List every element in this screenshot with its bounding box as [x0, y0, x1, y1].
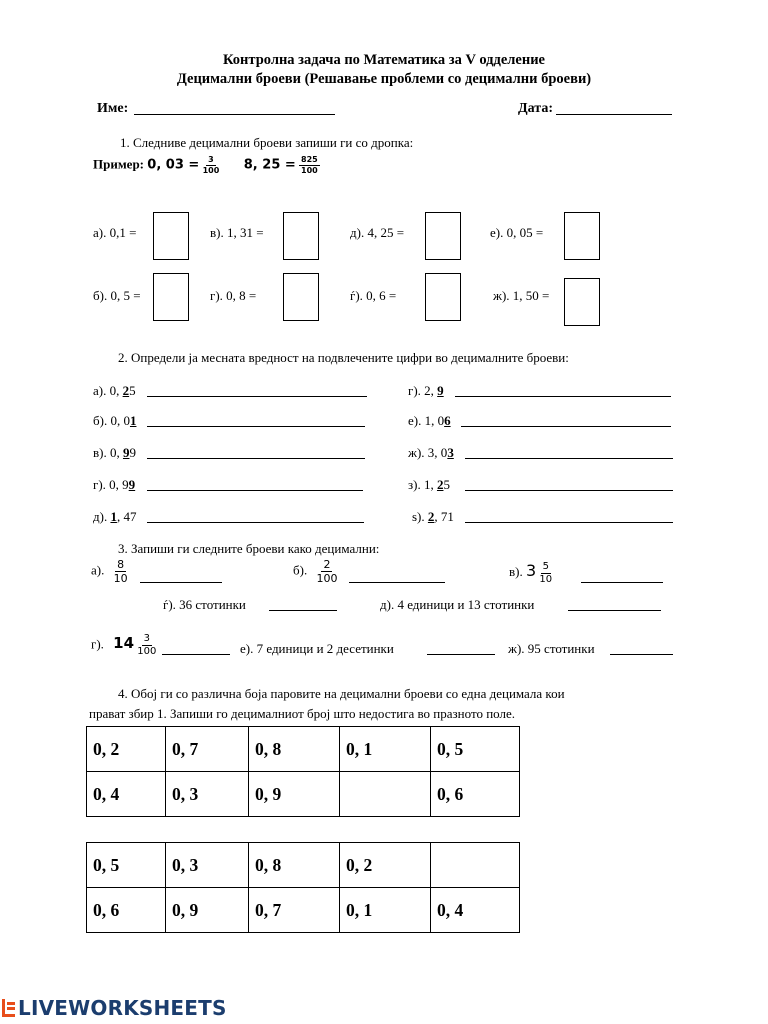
answer-box-a[interactable] — [153, 212, 189, 260]
task3-answer-gj[interactable] — [269, 610, 337, 611]
task2-answer-v[interactable] — [147, 458, 365, 459]
task3-item-d: д). 4 единици и 13 стотинки — [380, 597, 535, 612]
task3-answer-g[interactable] — [162, 654, 230, 655]
task2-answer-zh[interactable] — [465, 458, 673, 459]
answer-box-e[interactable] — [564, 212, 600, 260]
table2-cell[interactable]: 0, 8 — [249, 843, 340, 888]
table2-cell[interactable]: 0, 9 — [166, 888, 249, 933]
task2-answer-g2[interactable] — [147, 490, 363, 491]
task2-item-z: з). 1, 25 — [408, 477, 450, 492]
table1-empty-cell[interactable] — [340, 772, 431, 817]
task1-item-a: а). 0,1 = — [93, 225, 137, 240]
table2-cell[interactable]: 0, 4 — [431, 888, 520, 933]
table1-cell[interactable]: 0, 7 — [166, 727, 249, 772]
task3-g-fraction: $\frac{3}{100}$ — [137, 633, 157, 657]
task2-item-b: б). 0, 01 — [93, 413, 137, 428]
task3-item-g: г). 14 $\frac{3}{100}$ — [91, 633, 157, 657]
task1-item-g: г). 0, 8 = — [210, 288, 257, 303]
task2-answer-e[interactable] — [461, 426, 671, 427]
pairs-table-2 — [86, 842, 520, 933]
table1-cell[interactable]: 0, 5 — [431, 727, 520, 772]
table1-cell[interactable]: 0, 3 — [166, 772, 249, 817]
task1-item-gj: ѓ). 0, 6 = — [350, 288, 397, 303]
task2-item-dz: ѕ). 2, 71 — [412, 509, 454, 524]
task2-item-a: а). 0, 25 — [93, 383, 136, 398]
task3-item-zh: ж). 95 стотинки — [508, 641, 595, 656]
task3-b-fraction: $\frac{2}{100}$ — [316, 558, 338, 585]
task4-instruction-1: 4. Обој ги со различна боја паровите на децимални броеви со една децимала кои — [118, 686, 565, 701]
title-line-1: Контролна задача по Математика за V одделение — [223, 52, 545, 68]
task2-answer-b[interactable] — [147, 426, 365, 427]
task3-item-gj: ѓ). 36 стотинки — [163, 597, 246, 612]
task2-item-e: е). 1, 06 — [408, 413, 451, 428]
task1-item-e: е). 0, 05 = — [490, 225, 544, 240]
task1-item-v: в). 1, 31 = — [210, 225, 264, 240]
task2-answer-dz[interactable] — [465, 522, 673, 523]
date-label: Дата: — [518, 101, 553, 116]
task2-answer-g[interactable] — [455, 396, 671, 397]
answer-box-b[interactable] — [153, 273, 189, 321]
answer-box-g[interactable] — [283, 273, 319, 321]
table2-cell[interactable]: 0, 7 — [249, 888, 340, 933]
task3-v-fraction: $\frac{5}{10}$ — [539, 560, 553, 585]
task2-item-zh: ж). 3, 03 — [408, 445, 454, 460]
table1-cell[interactable]: 0, 6 — [431, 772, 520, 817]
name-label: Име: — [97, 101, 129, 116]
table2-cell[interactable]: 0, 5 — [87, 843, 166, 888]
task1-instruction: 1. Следниве децимални броеви запиши ги со дропка: — [120, 135, 414, 150]
table2-cell[interactable]: 0, 6 — [87, 888, 166, 933]
task2-answer-a[interactable] — [147, 396, 367, 397]
table1-cell[interactable]: 0, 4 — [87, 772, 166, 817]
liveworksheets-logo-icon — [2, 999, 16, 1017]
task3-answer-d[interactable] — [568, 610, 661, 611]
table1-cell[interactable]: 0, 9 — [249, 772, 340, 817]
example-2-fraction: $\frac{825}{100}$ — [301, 155, 318, 175]
task2-item-g2: г). 0, 99 — [93, 477, 136, 492]
table2-empty-cell[interactable] — [431, 843, 520, 888]
task2-instruction: 2. Определи ја месната вредност на подвлечените цифри во децималните броеви: — [118, 350, 569, 365]
task3-item-e: е). 7 единици и 2 десетинки — [240, 641, 394, 656]
title-line-2: Децимални броеви (Решавање проблеми со децимални броеви) — [176, 71, 592, 87]
date-input-line[interactable] — [556, 114, 672, 115]
table2-cell[interactable]: 0, 1 — [340, 888, 431, 933]
example-label: Пример: — [93, 156, 145, 172]
task1-item-b: б). 0, 5 = — [93, 288, 141, 303]
task3-answer-a[interactable] — [140, 582, 222, 583]
task2-item-d: д). 1, 47 — [93, 509, 137, 524]
task4-instruction-2: прават збир 1. Запиши го децималниот број што недостига во празното поле. — [89, 706, 515, 721]
task3-answer-v[interactable] — [581, 582, 663, 583]
task2-item-v: в). 0, 99 — [93, 445, 136, 460]
task2-answer-z[interactable] — [465, 490, 673, 491]
table2-cell[interactable]: 0, 3 — [166, 843, 249, 888]
task3-item-b: б). $\frac{2}{100}$ — [293, 558, 338, 585]
task3-answer-b[interactable] — [349, 582, 445, 583]
task3-item-a: а). $\frac{8}{10}$ — [91, 558, 128, 585]
task2-answer-d[interactable] — [147, 522, 364, 523]
task1-example — [93, 156, 320, 175]
pairs-table-1 — [86, 726, 520, 817]
example-1-value: 0, 03 = — [147, 157, 200, 173]
task3-a-fraction: $\frac{8}{10}$ — [113, 558, 128, 585]
liveworksheets-logo[interactable] — [2, 996, 227, 1020]
task1-item-d: д). 4, 25 = — [350, 225, 405, 240]
task3-item-v: в). 3 $\frac{5}{10}$ — [509, 560, 553, 585]
table1-cell[interactable]: 0, 1 — [340, 727, 431, 772]
example-2-value: 8, 25 = — [243, 157, 296, 173]
task3-instruction: 3. Запиши ги следните броеви како децимални: — [118, 541, 380, 556]
table1-cell[interactable]: 0, 8 — [249, 727, 340, 772]
liveworksheets-logo-text: LIVEWORKSHEETS — [18, 996, 227, 1020]
example-1-fraction: $\frac{3}{100}$ — [202, 155, 220, 175]
answer-box-gj[interactable] — [425, 273, 461, 321]
task3-answer-e[interactable] — [427, 654, 495, 655]
answer-box-v[interactable] — [283, 212, 319, 260]
answer-box-zh[interactable] — [564, 278, 600, 326]
task3-answer-zh[interactable] — [610, 654, 673, 655]
table2-cell[interactable]: 0, 2 — [340, 843, 431, 888]
name-input-line[interactable] — [134, 114, 335, 115]
table1-cell[interactable]: 0, 2 — [87, 727, 166, 772]
task1-item-zh: ж). 1, 50 = — [493, 288, 550, 303]
task2-item-g: г). 2, 9 — [408, 383, 444, 398]
answer-box-d[interactable] — [425, 212, 461, 260]
